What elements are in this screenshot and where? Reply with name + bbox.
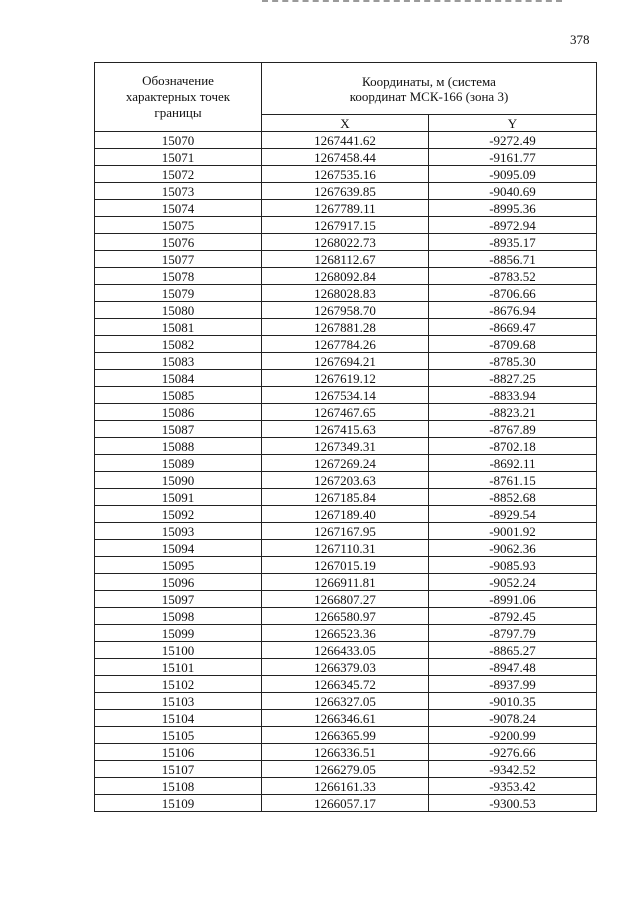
header-point-label: Обозначение характерных точек границы (125, 73, 231, 120)
table-row (95, 455, 597, 472)
point-cell: 15087 (95, 421, 262, 438)
x-cell: 1267203.63 (262, 472, 429, 489)
y-cell: -8706.66 (429, 285, 597, 302)
x-cell: 1266346.61 (262, 710, 429, 727)
page-number: 378 (570, 32, 590, 47)
point-cell: 15094 (95, 540, 262, 557)
point-cell: 15088 (95, 438, 262, 455)
x-cell: 1267784.26 (262, 336, 429, 353)
table-row (95, 693, 597, 710)
point-cell: 15100 (95, 642, 262, 659)
point-cell: 15071 (95, 149, 262, 166)
y-cell: -8972.94 (429, 217, 597, 234)
point-cell: 15104 (95, 710, 262, 727)
y-cell: -9010.35 (429, 693, 597, 710)
table-row (95, 285, 597, 302)
point-cell: 15078 (95, 268, 262, 285)
point-cell: 15082 (95, 336, 262, 353)
point-cell: 15093 (95, 523, 262, 540)
table-row (95, 183, 597, 200)
table-row (95, 319, 597, 336)
point-cell: 15086 (95, 404, 262, 421)
x-cell: 1266057.17 (262, 795, 429, 812)
x-cell: 1268112.67 (262, 251, 429, 268)
point-cell: 15107 (95, 761, 262, 778)
table-row (95, 234, 597, 251)
y-cell: -9161.77 (429, 149, 597, 166)
x-cell: 1267189.40 (262, 506, 429, 523)
y-cell: -9078.24 (429, 710, 597, 727)
table-row (95, 370, 597, 387)
x-cell: 1266911.81 (262, 574, 429, 591)
table-row (95, 676, 597, 693)
y-cell: -8856.71 (429, 251, 597, 268)
header-coordinates (262, 63, 597, 115)
point-cell: 15105 (95, 727, 262, 744)
table-row (95, 268, 597, 285)
y-cell: -8823.21 (429, 404, 597, 421)
x-cell: 1267694.21 (262, 353, 429, 370)
point-cell: 15109 (95, 795, 262, 812)
table-row (95, 727, 597, 744)
point-cell: 15083 (95, 353, 262, 370)
table-row (95, 336, 597, 353)
table-row (95, 200, 597, 217)
point-cell: 15108 (95, 778, 262, 795)
y-cell: -8937.99 (429, 676, 597, 693)
point-cell: 15103 (95, 693, 262, 710)
y-cell: -8792.45 (429, 608, 597, 625)
table-row (95, 710, 597, 727)
y-cell: -9001.92 (429, 523, 597, 540)
x-cell: 1268092.84 (262, 268, 429, 285)
x-cell: 1267619.12 (262, 370, 429, 387)
y-cell: -9085.93 (429, 557, 597, 574)
y-cell: -8767.89 (429, 421, 597, 438)
x-cell: 1266365.99 (262, 727, 429, 744)
y-cell: -8995.36 (429, 200, 597, 217)
point-cell: 15106 (95, 744, 262, 761)
table-row (95, 642, 597, 659)
table-row (95, 761, 597, 778)
table-row (95, 506, 597, 523)
coordinates-table (94, 62, 597, 812)
table-row (95, 625, 597, 642)
point-cell: 15092 (95, 506, 262, 523)
table-row (95, 523, 597, 540)
y-cell: -8676.94 (429, 302, 597, 319)
x-cell: 1266580.97 (262, 608, 429, 625)
x-cell: 1266345.72 (262, 676, 429, 693)
point-cell: 15101 (95, 659, 262, 676)
point-cell: 15077 (95, 251, 262, 268)
point-cell: 15070 (95, 132, 262, 149)
y-cell: -9342.52 (429, 761, 597, 778)
y-cell: -8783.52 (429, 268, 597, 285)
table-row (95, 438, 597, 455)
y-cell: -8947.48 (429, 659, 597, 676)
point-cell: 15081 (95, 319, 262, 336)
x-cell: 1267881.28 (262, 319, 429, 336)
y-cell: -8991.06 (429, 591, 597, 608)
x-cell: 1267015.19 (262, 557, 429, 574)
y-cell: -8761.15 (429, 472, 597, 489)
y-cell: -8852.68 (429, 489, 597, 506)
x-cell: 1267535.16 (262, 166, 429, 183)
table-row (95, 302, 597, 319)
y-cell: -8935.17 (429, 234, 597, 251)
point-cell: 15073 (95, 183, 262, 200)
table-row (95, 659, 597, 676)
table-row (95, 404, 597, 421)
point-cell: 15072 (95, 166, 262, 183)
x-cell: 1267185.84 (262, 489, 429, 506)
x-cell: 1267349.31 (262, 438, 429, 455)
point-cell: 15085 (95, 387, 262, 404)
table-row (95, 608, 597, 625)
x-cell: 1267639.85 (262, 183, 429, 200)
table-row (95, 540, 597, 557)
x-cell: 1267534.14 (262, 387, 429, 404)
point-cell: 15079 (95, 285, 262, 302)
header-coordinates-label: Координаты, м (система координат МСК-166 (зона 3) (349, 73, 509, 104)
y-cell: -8692.11 (429, 455, 597, 472)
table-row (95, 574, 597, 591)
header-point-designation (95, 63, 262, 132)
y-cell: -8669.47 (429, 319, 597, 336)
y-cell: -9272.49 (429, 132, 597, 149)
table-row (95, 557, 597, 574)
table-row (95, 795, 597, 812)
point-cell: 15089 (95, 455, 262, 472)
x-cell: 1266161.33 (262, 778, 429, 795)
x-cell: 1267458.44 (262, 149, 429, 166)
x-cell: 1266279.05 (262, 761, 429, 778)
x-cell: 1266433.05 (262, 642, 429, 659)
x-cell: 1266807.27 (262, 591, 429, 608)
y-cell: -9062.36 (429, 540, 597, 557)
x-cell: 1267167.95 (262, 523, 429, 540)
header-y: Y (429, 115, 597, 132)
y-cell: -8827.25 (429, 370, 597, 387)
y-cell: -9300.53 (429, 795, 597, 812)
table-row (95, 387, 597, 404)
point-cell: 15091 (95, 489, 262, 506)
y-cell: -8929.54 (429, 506, 597, 523)
y-cell: -8702.18 (429, 438, 597, 455)
table-row (95, 132, 597, 149)
y-cell: -9040.69 (429, 183, 597, 200)
y-cell: -8833.94 (429, 387, 597, 404)
y-cell: -9200.99 (429, 727, 597, 744)
point-cell: 15102 (95, 676, 262, 693)
table-row (95, 489, 597, 506)
y-cell: -8785.30 (429, 353, 597, 370)
x-cell: 1267110.31 (262, 540, 429, 557)
point-cell: 15084 (95, 370, 262, 387)
point-cell: 15074 (95, 200, 262, 217)
point-cell: 15095 (95, 557, 262, 574)
x-cell: 1267789.11 (262, 200, 429, 217)
point-cell: 15075 (95, 217, 262, 234)
y-cell: -9353.42 (429, 778, 597, 795)
x-cell: 1266336.51 (262, 744, 429, 761)
x-cell: 1267467.65 (262, 404, 429, 421)
x-cell: 1267441.62 (262, 132, 429, 149)
table-body (95, 132, 597, 812)
scan-edge-marks (262, 0, 562, 6)
point-cell: 15090 (95, 472, 262, 489)
header-x: X (262, 115, 429, 132)
table-row (95, 472, 597, 489)
point-cell: 15097 (95, 591, 262, 608)
x-cell: 1267917.15 (262, 217, 429, 234)
y-cell: -8797.79 (429, 625, 597, 642)
x-cell: 1267269.24 (262, 455, 429, 472)
x-cell: 1266523.36 (262, 625, 429, 642)
x-cell: 1266379.03 (262, 659, 429, 676)
x-cell: 1268022.73 (262, 234, 429, 251)
table-row (95, 744, 597, 761)
x-cell: 1267415.63 (262, 421, 429, 438)
table-row (95, 353, 597, 370)
table-row (95, 591, 597, 608)
point-cell: 15080 (95, 302, 262, 319)
x-cell: 1268028.83 (262, 285, 429, 302)
table-row (95, 149, 597, 166)
y-cell: -9276.66 (429, 744, 597, 761)
table-row (95, 217, 597, 234)
table-row (95, 251, 597, 268)
x-cell: 1266327.05 (262, 693, 429, 710)
y-cell: -9095.09 (429, 166, 597, 183)
y-cell: -8865.27 (429, 642, 597, 659)
x-cell: 1267958.70 (262, 302, 429, 319)
point-cell: 15096 (95, 574, 262, 591)
table-row (95, 421, 597, 438)
point-cell: 15076 (95, 234, 262, 251)
point-cell: 15099 (95, 625, 262, 642)
point-cell: 15098 (95, 608, 262, 625)
table-row (95, 778, 597, 795)
table-row (95, 166, 597, 183)
y-cell: -8709.68 (429, 336, 597, 353)
y-cell: -9052.24 (429, 574, 597, 591)
